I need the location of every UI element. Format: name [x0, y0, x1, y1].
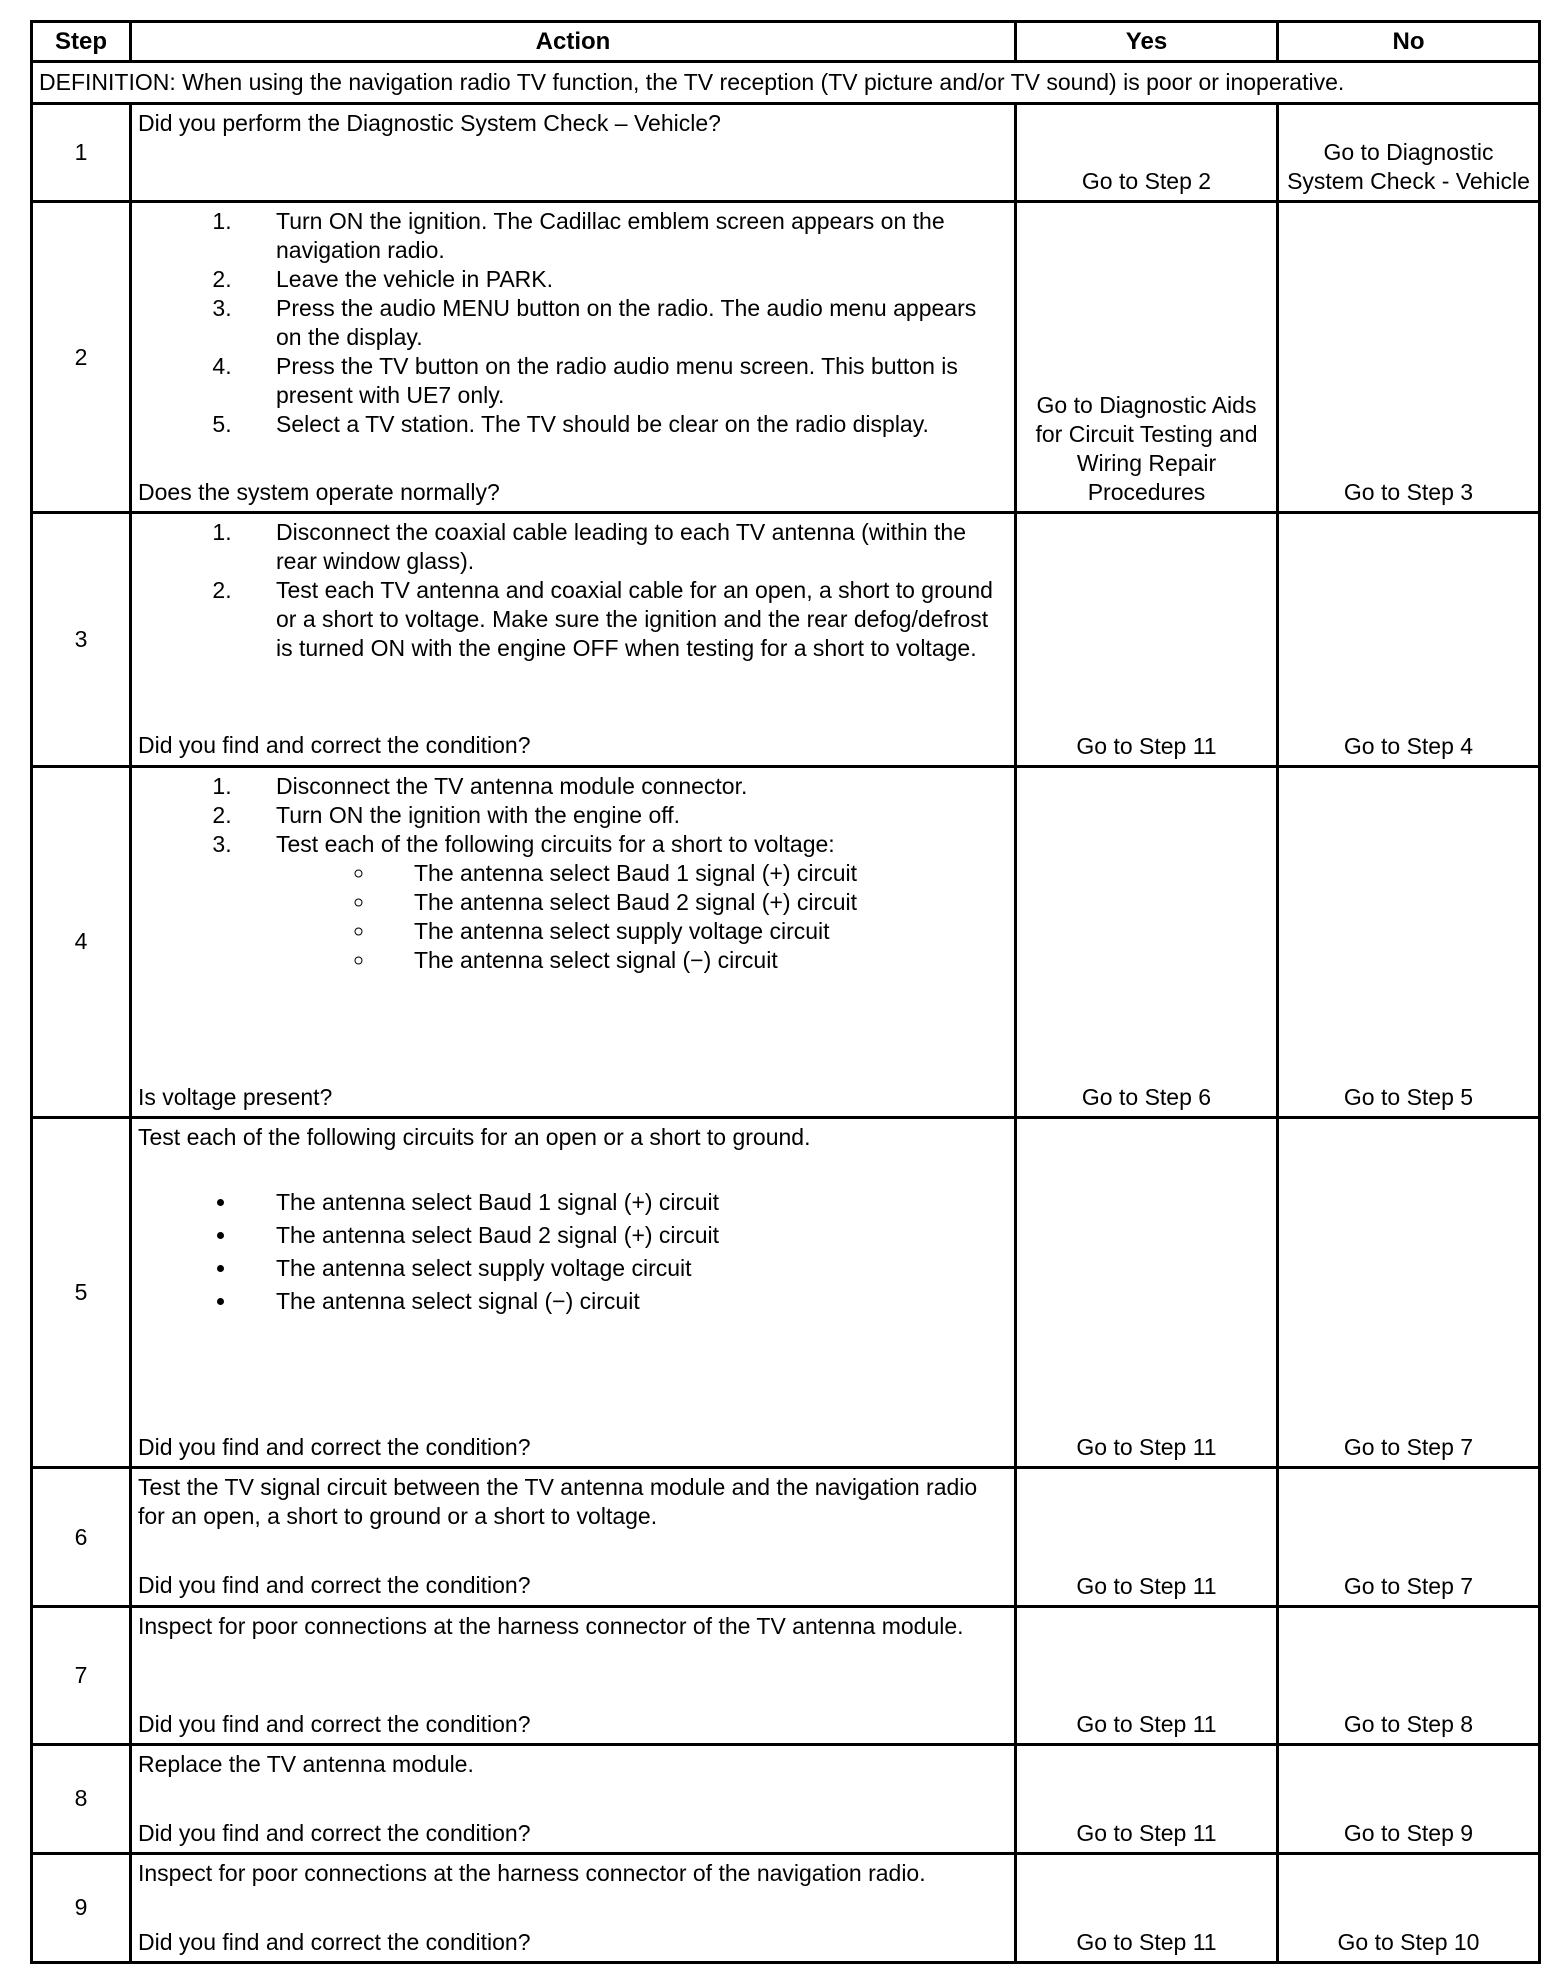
header-no: No — [1278, 22, 1540, 62]
no-cell: Go to Step 3 — [1278, 202, 1540, 513]
instruction-text: Test the TV signal circuit between the TV antenna module and the navigation radio for an open, a short to ground or a short to voltage. — [138, 1474, 978, 1530]
no-cell: Go to Step 5 — [1278, 766, 1540, 1117]
table-row — [32, 1744, 1540, 1853]
list-item: 1. Turn ON the ignition. The Cadillac emblem screen appears on the navigation radio. — [238, 207, 1008, 265]
list-item-text: Test each of the following circuits for a short to voltage: — [276, 830, 835, 857]
no-cell: Go to Step 7 — [1278, 1468, 1540, 1606]
table-row — [32, 1118, 1540, 1468]
bullet-item: • The antenna select signal (−) circuit — [238, 1287, 1008, 1316]
no-cell: Go to Step 4 — [1278, 513, 1540, 766]
step-number: 8 — [32, 1744, 131, 1853]
yes-cell: Go to Step 11 — [1016, 1118, 1278, 1468]
step-number: 6 — [32, 1468, 131, 1606]
question-text: Is voltage present? — [138, 1083, 333, 1110]
action-cell — [131, 1118, 1016, 1468]
list-item — [238, 830, 1008, 975]
instruction-text: Inspect for poor connections at the harness connector of the TV antenna module. — [138, 1612, 964, 1639]
header-action: Action — [131, 22, 1016, 62]
list-item: 5. Select a TV station. The TV should be clear on the radio display. — [238, 410, 1008, 439]
step-number: 2 — [32, 202, 131, 513]
no-cell: Go to Step 7 — [1278, 1118, 1540, 1468]
sub-list-item: ◦ The antenna select Baud 2 signal (+) circuit — [376, 888, 1008, 917]
numbered-list — [138, 772, 1008, 975]
table-row — [32, 202, 1540, 513]
yes-cell: Go to Step 11 — [1016, 1468, 1278, 1606]
action-cell — [131, 1744, 1016, 1853]
instruction-text: Test each of the following circuits for an open or a short to ground. — [138, 1124, 811, 1151]
no-cell: Go to Step 10 — [1278, 1853, 1540, 1962]
list-item: 4. Press the TV button on the radio audio menu screen. This button is present with UE7 only. — [238, 352, 1008, 410]
step-number: 3 — [32, 513, 131, 766]
bullet-item: • The antenna select supply voltage circuit — [238, 1254, 1008, 1283]
no-cell: Go to Step 9 — [1278, 1744, 1540, 1853]
question-text: Did you find and correct the condition? — [138, 1928, 531, 1955]
no-cell: Go to Diagnostic System Check - Vehicle — [1278, 104, 1540, 202]
table-row — [32, 1853, 1540, 1962]
question-text: Did you find and correct the condition? — [138, 732, 531, 759]
no-cell: Go to Step 8 — [1278, 1606, 1540, 1744]
yes-cell: Go to Diagnostic Aids for Circuit Testing and Wiring Repair Procedures — [1016, 202, 1278, 513]
step-number: 9 — [32, 1853, 131, 1962]
question-text: Did you find and correct the condition? — [138, 1572, 531, 1599]
step-number: 1 — [32, 104, 131, 202]
table-row — [32, 104, 1540, 202]
definition-row — [32, 62, 1540, 104]
table-row — [32, 1468, 1540, 1606]
action-cell — [131, 1853, 1016, 1962]
step-number: 7 — [32, 1606, 131, 1744]
question-text: Did you find and correct the condition? — [138, 1819, 531, 1846]
instruction-text: Inspect for poor connections at the harness connector of the navigation radio. — [138, 1859, 926, 1886]
list-item: 2. Test each TV antenna and coaxial cable for an open, a short to ground or a short to voltage. Make sure the ignition and the rear defog/defrost is turned ON with the engine OFF when testing for a short to voltage. — [238, 576, 1008, 663]
step-number: 4 — [32, 766, 131, 1117]
question-text: Did you find and correct the condition? — [138, 1434, 531, 1461]
action-cell — [131, 104, 1016, 202]
list-item: 2. Turn ON the ignition with the engine off. — [238, 801, 1008, 830]
question-text: Does the system operate normally? — [138, 479, 500, 506]
action-cell — [131, 766, 1016, 1117]
sub-list-item: ◦ The antenna select signal (−) circuit — [376, 946, 1008, 975]
bullet-list — [138, 1188, 1008, 1316]
action-cell — [131, 513, 1016, 766]
table-row — [32, 766, 1540, 1117]
header-step: Step — [32, 22, 131, 62]
numbered-list — [138, 207, 1008, 439]
list-item: 2. Leave the vehicle in PARK. — [238, 265, 1008, 294]
sub-list — [276, 859, 1008, 975]
question-text: Did you find and correct the condition? — [138, 1710, 531, 1737]
list-item: 1. Disconnect the coaxial cable leading to each TV antenna (within the rear window glass). — [238, 518, 1008, 576]
list-item: 1. Disconnect the TV antenna module connector. — [238, 772, 1008, 801]
question-text: Did you perform the Diagnostic System Check – Vehicle? — [138, 110, 721, 137]
definition-text: DEFINITION: When using the navigation radio TV function, the TV reception (TV picture and/or TV sound) is poor or inoperative. — [32, 62, 1540, 104]
numbered-list — [138, 518, 1008, 663]
yes-cell: Go to Step 11 — [1016, 1606, 1278, 1744]
yes-cell: Go to Step 2 — [1016, 104, 1278, 202]
bullet-item: • The antenna select Baud 1 signal (+) circuit — [238, 1188, 1008, 1217]
header-row — [32, 22, 1540, 62]
yes-cell: Go to Step 6 — [1016, 766, 1278, 1117]
bullet-item: • The antenna select Baud 2 signal (+) circuit — [238, 1221, 1008, 1250]
action-cell — [131, 1606, 1016, 1744]
yes-cell: Go to Step 11 — [1016, 1853, 1278, 1962]
header-yes: Yes — [1016, 22, 1278, 62]
yes-cell: Go to Step 11 — [1016, 513, 1278, 766]
sub-list-item: ◦ The antenna select supply voltage circuit — [376, 917, 1008, 946]
list-item: 3. Press the audio MENU button on the radio. The audio menu appears on the display. — [238, 294, 1008, 352]
yes-cell: Go to Step 11 — [1016, 1744, 1278, 1853]
instruction-text: Replace the TV antenna module. — [138, 1750, 474, 1777]
step-number: 5 — [32, 1118, 131, 1468]
diagnostic-table — [30, 20, 1541, 1964]
table-row — [32, 1606, 1540, 1744]
action-cell — [131, 202, 1016, 513]
table-row — [32, 513, 1540, 766]
sub-list-item: ◦ The antenna select Baud 1 signal (+) circuit — [376, 859, 1008, 888]
action-cell — [131, 1468, 1016, 1606]
